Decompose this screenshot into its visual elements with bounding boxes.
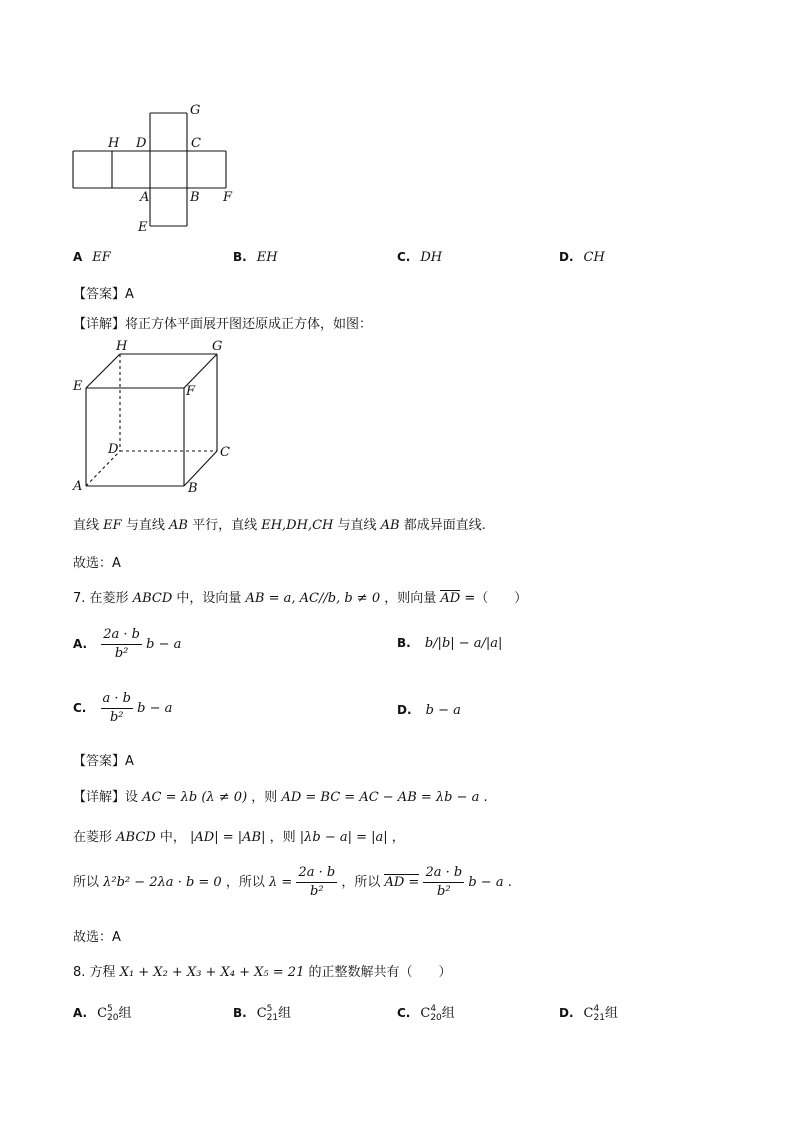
q7-option-a[interactable] bbox=[73, 626, 181, 663]
text: 平行，直线 bbox=[192, 518, 258, 533]
subscript: 20 bbox=[430, 1012, 442, 1023]
text: 直线 bbox=[73, 518, 100, 533]
superscript: 5 bbox=[266, 1003, 273, 1014]
q7-option-c[interactable] bbox=[73, 690, 172, 727]
label-E: E bbox=[138, 220, 148, 235]
label-D: D bbox=[108, 442, 119, 457]
text: 中， bbox=[159, 830, 186, 845]
unit: 组 bbox=[278, 1006, 292, 1021]
label-D: D bbox=[136, 136, 147, 151]
text: . bbox=[507, 875, 512, 890]
option-key: B. bbox=[397, 636, 411, 650]
superscript: 5 bbox=[107, 1003, 113, 1014]
option-text: b/|b| − a/|a| bbox=[424, 636, 503, 651]
subscript: 20 bbox=[107, 1012, 119, 1023]
q7-choice: 故选：A bbox=[73, 930, 121, 945]
label-C: C bbox=[191, 136, 201, 151]
numerator: 2a · b bbox=[423, 864, 464, 883]
subscript: 21 bbox=[593, 1012, 605, 1023]
option-key: D. bbox=[397, 703, 412, 717]
denominator: b² bbox=[310, 884, 324, 899]
text: 中，设向量 bbox=[176, 591, 242, 606]
option-text: b − a bbox=[425, 703, 461, 718]
text: ，则 bbox=[251, 790, 278, 805]
option-key: A. bbox=[73, 1006, 88, 1020]
label-E: E bbox=[73, 379, 83, 394]
text: ，则 bbox=[269, 830, 296, 845]
math: AD = BC = AC − AB = λb − a bbox=[281, 790, 480, 805]
denominator: b² bbox=[437, 884, 451, 899]
numerator: 2a · b bbox=[296, 864, 337, 883]
fraction bbox=[423, 864, 464, 901]
text: 7. 在菱形 bbox=[73, 591, 129, 606]
superscript: 4 bbox=[430, 1003, 437, 1014]
cube-figure bbox=[68, 338, 238, 498]
fraction bbox=[101, 626, 142, 663]
unit: 组 bbox=[604, 1006, 618, 1021]
option-key: C. bbox=[73, 701, 87, 715]
text: 8. 方程 bbox=[73, 965, 116, 980]
q6-option-d[interactable] bbox=[559, 250, 605, 265]
numerator: a · b bbox=[101, 690, 133, 709]
q7-stem bbox=[73, 587, 527, 606]
option-key: D. bbox=[559, 1006, 574, 1020]
label-A: A bbox=[140, 190, 150, 205]
label-G: G bbox=[212, 339, 223, 354]
text: 与直线 bbox=[337, 518, 377, 533]
text: ，所以 bbox=[341, 875, 381, 890]
q7-answer: 【答案】A bbox=[73, 754, 134, 769]
text: . bbox=[483, 790, 488, 805]
q6-detail: 【详解】将正方体平面展开图还原成正方体，如图： bbox=[73, 317, 373, 332]
math: EH,DH,CH bbox=[261, 518, 334, 533]
label-H: H bbox=[108, 136, 120, 151]
q7-option-b[interactable] bbox=[397, 636, 502, 651]
text: 与直线 bbox=[125, 518, 165, 533]
fraction bbox=[296, 864, 337, 901]
math: X₁ + X₂ + X₃ + X₄ + X₅ = 21 bbox=[119, 965, 305, 980]
q6-choice: 故选：A bbox=[73, 556, 121, 571]
q7-so-line bbox=[73, 864, 512, 901]
option-key: C. bbox=[397, 250, 411, 264]
combination-symbol: C bbox=[256, 1006, 267, 1021]
option-tail: b − a bbox=[137, 701, 173, 716]
cube-net-figure bbox=[60, 98, 250, 238]
superscript: 4 bbox=[593, 1003, 600, 1014]
denominator: b² bbox=[114, 646, 129, 661]
math: AC = λb (λ ≠ 0) bbox=[142, 790, 248, 805]
option-text: CH bbox=[583, 250, 605, 265]
text: 都成异面直线. bbox=[403, 518, 486, 533]
label-H: H bbox=[116, 339, 128, 354]
label-F: F bbox=[223, 190, 233, 205]
text: 在菱形 bbox=[73, 830, 113, 845]
q8-option-c[interactable] bbox=[397, 1002, 455, 1023]
q6-option-c[interactable] bbox=[397, 250, 442, 265]
option-text: DH bbox=[420, 250, 443, 265]
option-key: C. bbox=[397, 1006, 411, 1020]
q6-option-b[interactable] bbox=[233, 250, 278, 265]
text: ， bbox=[391, 830, 405, 845]
vector-AD: AD bbox=[440, 591, 461, 606]
q7-option-d[interactable] bbox=[397, 703, 461, 718]
math: ABCD bbox=[132, 591, 173, 606]
option-key: D. bbox=[559, 250, 574, 264]
combination-symbol: C bbox=[97, 1006, 108, 1021]
q6-answer: 【答案】A bbox=[73, 287, 134, 302]
vector-AD: AD = bbox=[384, 875, 420, 890]
math: λ = bbox=[269, 875, 293, 890]
combination-symbol: C bbox=[420, 1006, 431, 1021]
label-G: G bbox=[190, 103, 201, 118]
option-text: EF bbox=[92, 250, 111, 265]
text: 【详解】设 bbox=[73, 790, 139, 805]
q7-detail bbox=[73, 786, 488, 805]
numerator: 2a · b bbox=[101, 626, 142, 645]
math: λ²b² − 2λa · b = 0 bbox=[103, 875, 222, 890]
option-key: A bbox=[73, 250, 83, 264]
label-B: B bbox=[190, 190, 200, 205]
combination-symbol: C bbox=[583, 1006, 594, 1021]
q6-conclusion bbox=[73, 514, 486, 533]
option-key: B. bbox=[233, 1006, 247, 1020]
math: AB bbox=[380, 518, 400, 533]
math: ABCD bbox=[116, 830, 156, 845]
q8-option-a[interactable] bbox=[73, 1002, 132, 1023]
q8-option-b[interactable] bbox=[233, 1002, 291, 1023]
label-B: B bbox=[188, 481, 198, 496]
option-text: EH bbox=[256, 250, 278, 265]
cube-net-lines bbox=[60, 98, 250, 238]
math: |AD| = |AB| bbox=[190, 830, 266, 845]
q7-rhombus-line bbox=[73, 826, 405, 845]
math: AB bbox=[168, 518, 188, 533]
unit: 组 bbox=[441, 1006, 455, 1021]
label-A: A bbox=[73, 479, 83, 494]
math: |λb − a| = |a| bbox=[299, 830, 388, 845]
q8-stem bbox=[73, 961, 452, 980]
text: 的正整数解共有（ ） bbox=[308, 965, 452, 980]
text: 所以 bbox=[73, 875, 100, 890]
label-C: C bbox=[220, 445, 230, 460]
math: AB = a, AC//b, b ≠ 0 bbox=[245, 591, 381, 606]
text: ，则向量 bbox=[384, 591, 437, 606]
q8-option-d[interactable] bbox=[559, 1002, 618, 1023]
q6-option-a[interactable] bbox=[73, 250, 111, 265]
math: b − a bbox=[468, 875, 504, 890]
fraction bbox=[101, 690, 133, 727]
cube-lines bbox=[68, 338, 238, 498]
math: EF bbox=[103, 518, 122, 533]
text: =（ ） bbox=[464, 591, 528, 606]
denominator: b² bbox=[109, 710, 124, 725]
text: ，所以 bbox=[225, 875, 265, 890]
option-tail: b − a bbox=[146, 637, 182, 652]
subscript: 21 bbox=[266, 1012, 279, 1023]
unit: 组 bbox=[118, 1006, 132, 1021]
label-F: F bbox=[186, 384, 196, 399]
option-key: B. bbox=[233, 250, 247, 264]
option-key: A. bbox=[73, 637, 88, 651]
